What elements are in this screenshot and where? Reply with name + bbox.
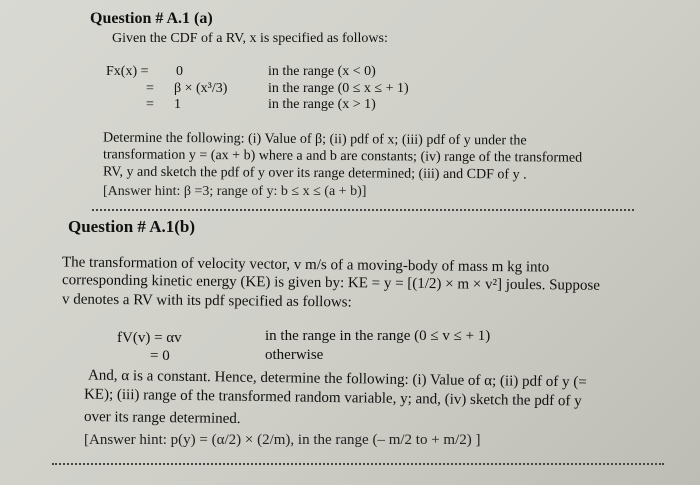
question-a1b-line-3: v denotes a RV with its pdf specified as follows:: [61, 291, 352, 311]
cdf-value-row-3: 1: [174, 97, 181, 112]
question-a1b-line-2: corresponding kinetic energy (KE) is given by: KE = y = [(1/2) × m × v²] joules. Suppose: [61, 272, 601, 294]
question-a1a-line-1: Determine the following: (i) Value of β; (ii) pdf of x; (iii) pdf of y under the: [102, 130, 527, 149]
question-a1b-task-line-2: KE); (iii) range of the transformed random variable, y; and, (iv) sketch the pdf of y: [83, 386, 582, 410]
cdf-op-row-3: =: [146, 97, 154, 112]
cdf-value-row-2: β × (x³/3): [174, 81, 228, 96]
question-a1a-line-2: transformation y = (ax + b) where a and b are constants; (iv) range of the transformed: [102, 147, 583, 166]
cdf-label: Fx(x) =: [106, 64, 149, 79]
pdf-otherwise: otherwise: [265, 347, 324, 363]
cdf-range-row-1: in the range (x < 0): [268, 64, 376, 79]
cdf-op-row-2: =: [146, 81, 154, 96]
question-a1a-line-3: RV, y and sketch the pdf of y over its range determined; (iii) and CDF of y .: [102, 164, 527, 183]
pdf-label: fV(v) = αv: [117, 330, 182, 346]
question-a1a-intro: Given the CDF of a RV, x is specified as follows:: [112, 31, 388, 46]
pdf-range: in the range in the range (0 ≤ v ≤ + 1): [265, 328, 491, 344]
question-a1a-title: Question # A.1 (a): [90, 10, 213, 27]
question-a1b-title: Question # A.1(b): [68, 217, 196, 236]
divider-bottom: [52, 463, 664, 465]
cdf-range-row-3: in the range (x > 1): [268, 97, 376, 112]
question-a1b-line-1: The transformation of velocity vector, v m/s of a moving-body of mass m kg into: [61, 254, 550, 276]
cdf-range-row-2: in the range (0 ≤ x ≤ + 1): [268, 81, 409, 96]
question-a1b-task-line-3: over its range determined.: [83, 408, 241, 428]
question-a1b-task-line-1: And, α is a constant. Hence, determine the following: (i) Value of α; (ii) pdf of y (=: [87, 367, 587, 391]
pdf-zero: = 0: [150, 348, 170, 364]
answer-hint-a1a: [Answer hint: β =3; range of y: b ≤ x ≤ (a + b)]: [103, 184, 367, 199]
answer-hint-a1b: [Answer hint: p(y) = (α/2) × (2/m), in the range (– m/2 to + m/2) ]: [84, 432, 481, 448]
cdf-value-row-1: 0: [176, 64, 183, 79]
divider-top: [92, 209, 634, 211]
